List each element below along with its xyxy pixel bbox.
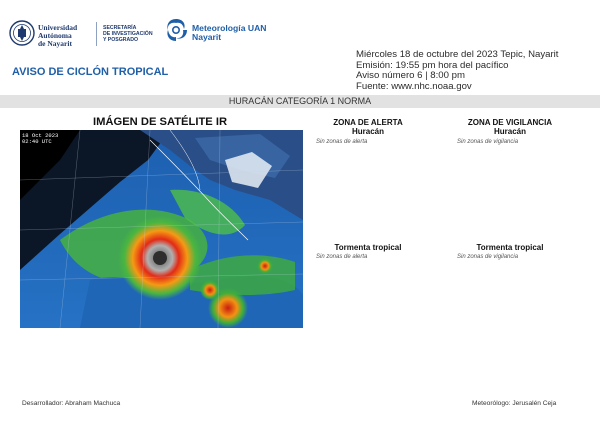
- notice-line: Aviso número 6 | 8:00 pm: [356, 70, 465, 82]
- meteorologist-credit: Meteorólogo: Jerusalén Ceja: [472, 400, 557, 407]
- notice-info: [356, 50, 558, 92]
- university-name: Universidad Autónoma de Nayarit: [38, 23, 78, 48]
- alert-hurricane-status: Sin zonas de alerta: [316, 139, 368, 145]
- page-title: AVISO DE CICLÓN TROPICAL: [12, 66, 169, 78]
- watch-zone-heading: ZONA DE VIGILANCIA Huracán: [467, 118, 553, 136]
- alert-zone-heading: ZONA DE ALERTA Huracán: [333, 118, 403, 136]
- satellite-image: [20, 130, 303, 328]
- watch-tropical-storm-status: Sin zonas de vigilancia: [457, 254, 519, 260]
- university-seal-icon: [9, 20, 35, 46]
- date-line: Miércoles 18 de octubre del 2023 Tepic, Nayarit: [356, 49, 559, 60]
- watch-tropical-storm-heading: Tormenta tropical: [476, 243, 544, 252]
- developer-credit: Desarrollador: Abraham Machuca: [22, 400, 121, 407]
- satellite-title: IMÁGEN DE SATÉLITE IR: [93, 116, 228, 128]
- header-divider: [96, 22, 97, 46]
- university-logo: [9, 17, 91, 51]
- meteorologia-label: Meteorología UAN Nayarit: [192, 23, 267, 42]
- watch-hurricane-status: Sin zonas de vigilancia: [457, 139, 519, 145]
- category-band: [0, 95, 600, 108]
- alert-tropical-storm-status: Sin zonas de alerta: [316, 254, 368, 260]
- satellite-ir-icon: [20, 130, 303, 328]
- alert-tropical-storm-heading: Tormenta tropical: [334, 243, 402, 252]
- category-label: HURACÁN CATEGORÍA 1 NORMA: [228, 96, 372, 106]
- hurricane-swirl-icon: [163, 17, 189, 43]
- emission-line: Emisión: 19:55 pm hora del pacífico: [356, 59, 509, 71]
- secretaria-label: SECRETARÍA DE INVESTIGACIÓN Y POSGRADO: [103, 25, 153, 44]
- satellite-timestamp: 18 Oct 2023 02:40 UTC: [22, 132, 59, 146]
- source-line: Fuente: www.nhc.noaa.gov: [356, 80, 472, 92]
